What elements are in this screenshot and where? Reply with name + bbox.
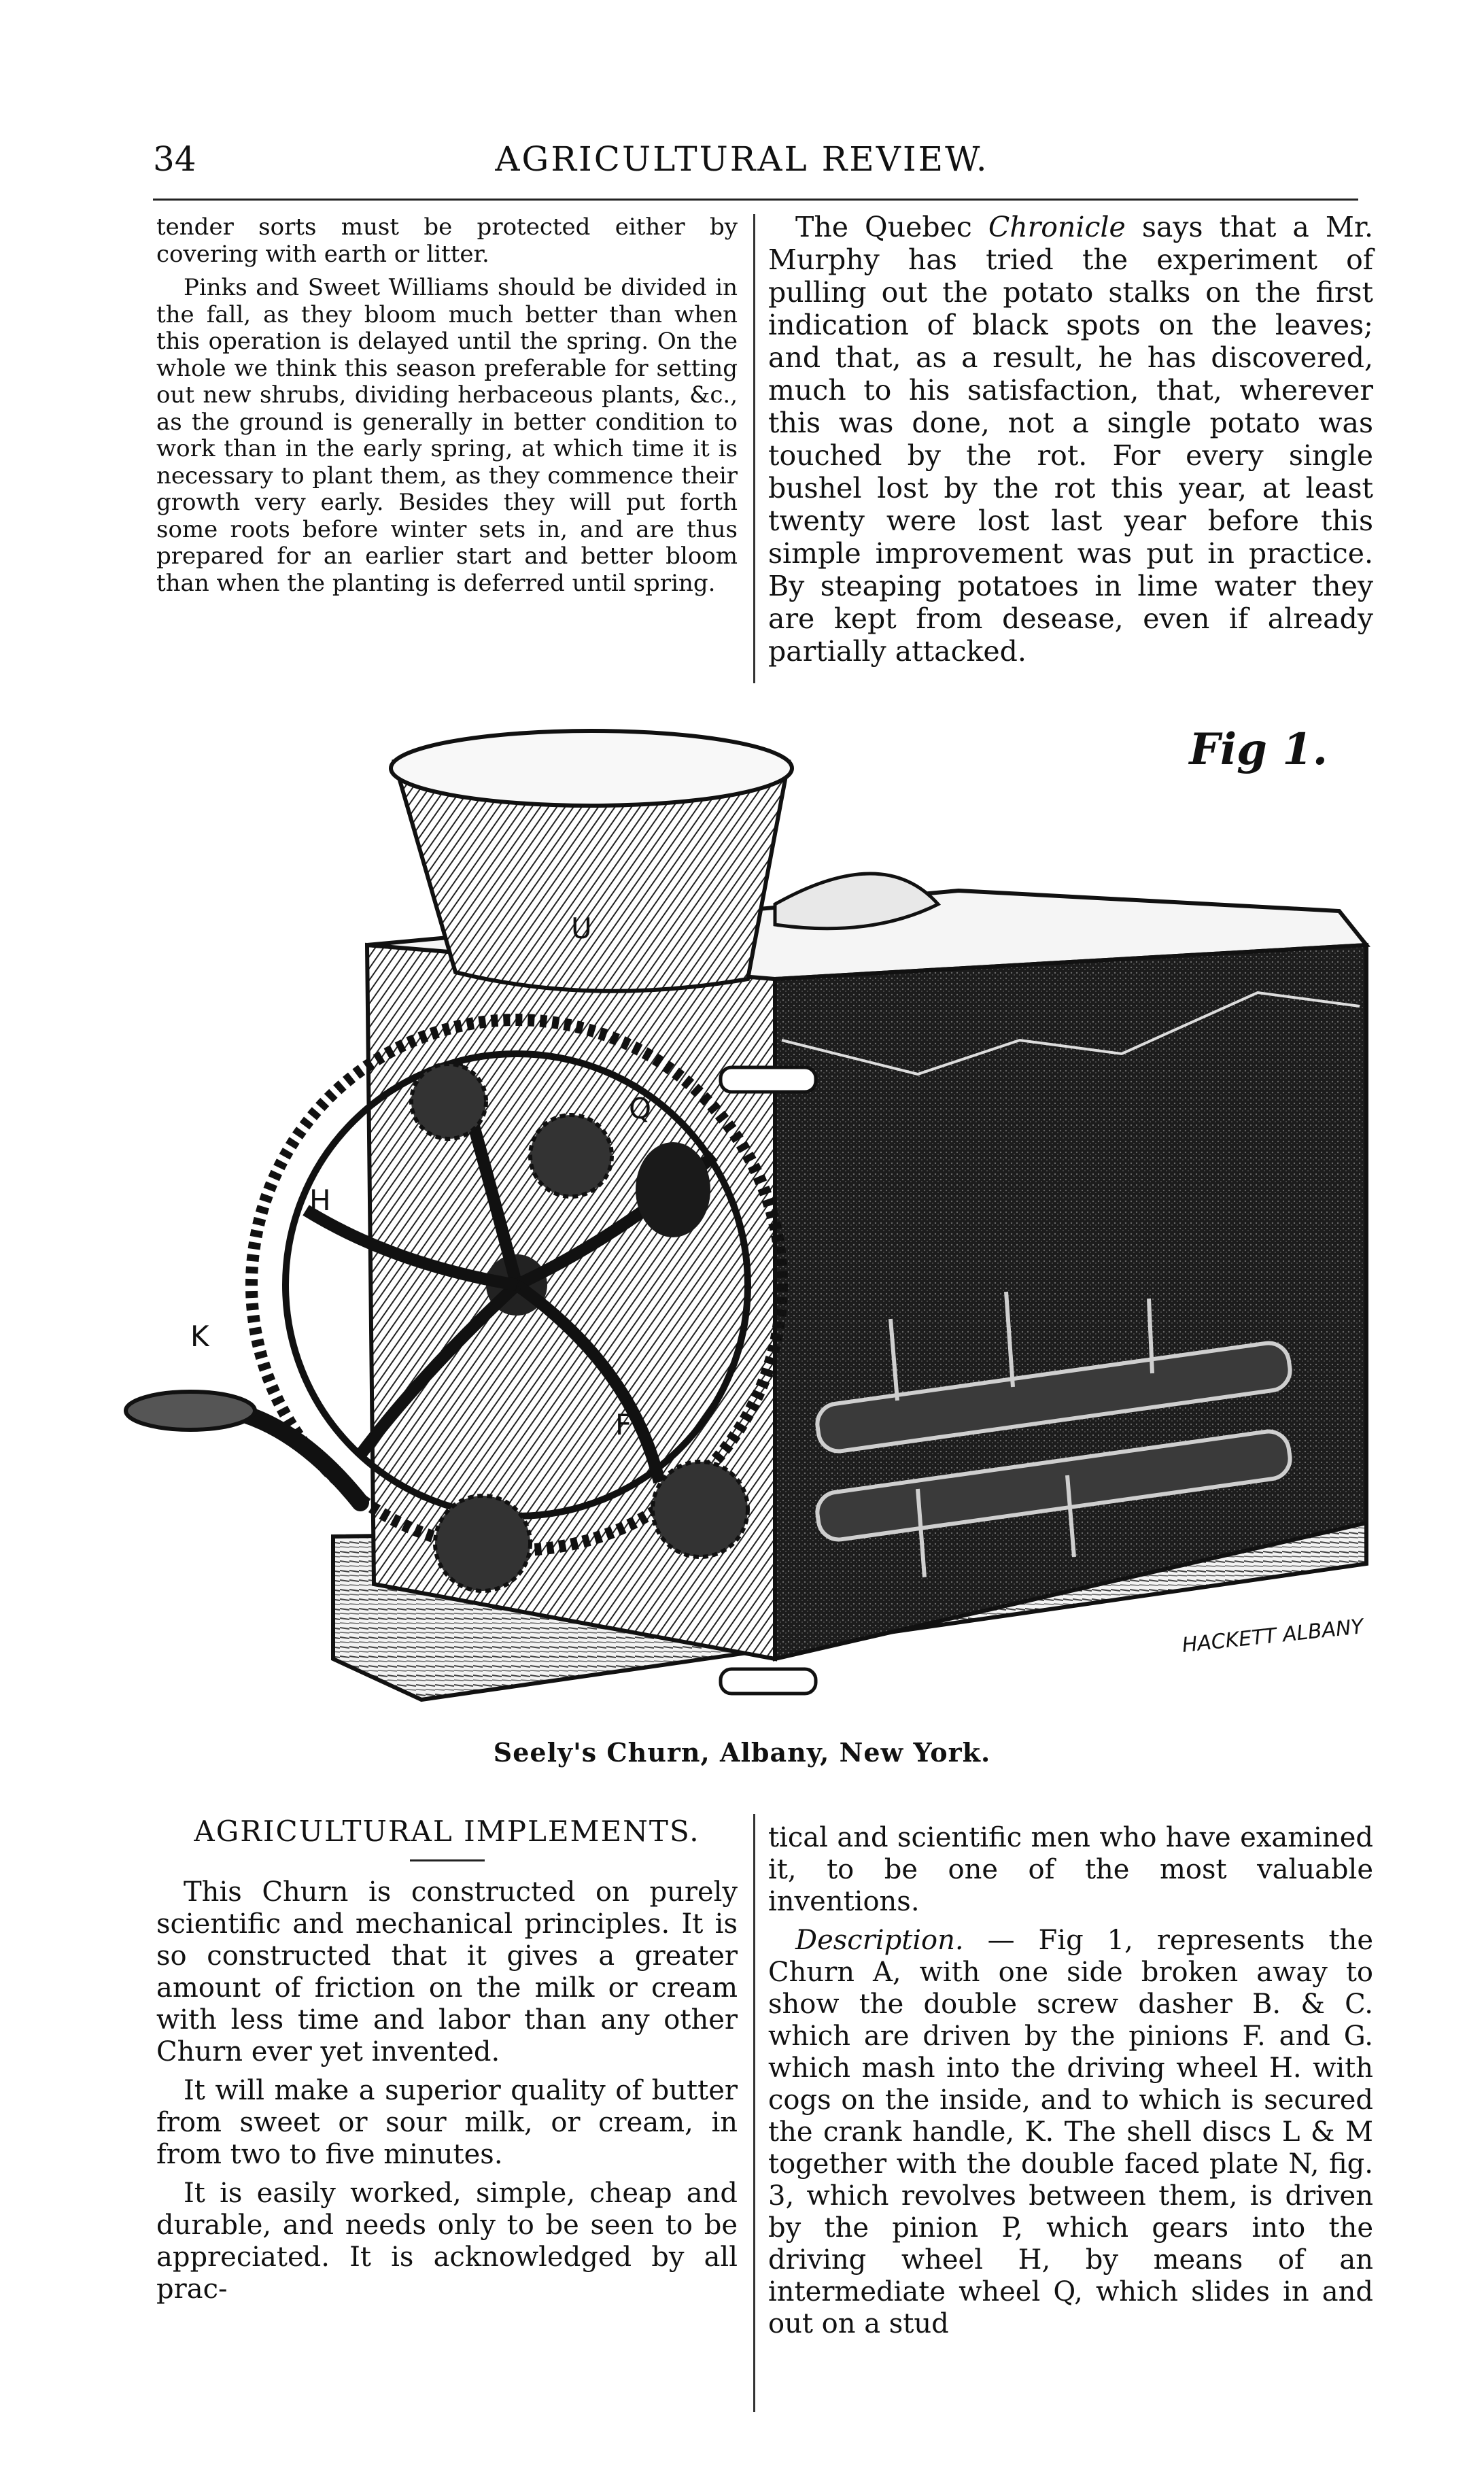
paragraph: tical and scientific men who have examined it, to be one of the most valuable inventions. [768,1822,1373,1917]
column-rule [753,214,755,683]
top-left-column [156,214,738,604]
hinge [721,1669,816,1694]
column-rule [753,1814,755,2412]
engraver-signature: HACKETT ALBANY [1181,1615,1365,1658]
header-rule [153,199,1358,201]
paragraph [768,1925,1373,2340]
pinion-gear [435,1496,530,1591]
top-right-column [768,211,1373,674]
italic-run: Chronicle [988,211,1126,243]
paragraph: This Churn is constructed on purely scientific and mechanical principles. It is so constructed that it gives a greater amount of friction on the milk or cream with less time and labor than any other Churn ever yet invented. [156,1876,738,2067]
pinion-gear [653,1462,748,1557]
hinge [721,1067,816,1092]
pinion-gear [411,1064,486,1139]
figure-letter-k: K [190,1320,209,1353]
paragraph: Pinks and Sweet Williams should be divided in the fall, as they bloom much better than when this operation is delayed until the spring. On the whole we think this season preferable for setting out new shrubs, dividing herbaceous plants, &c., as the ground is generally in better condition to work than in the early spring, at which time it is necessary to plant them, as they commence their growth very early. Besides they will put forth some roots before winter sets in, and are thus prepared for an earlier start and better bloom than when the planting is deferred until spring. [156,274,738,597]
bottom-right-column [768,1822,1373,2347]
figure-letter-h: H [309,1184,331,1217]
text-run: says that a Mr. Murphy has tried the experiment of pulling out the potato stalks on the first indication of black spots on the leaves; and that, as a result, he has discovered, much to his satisfaction, that, wherever this was done, not a single potato was touched by the rot. For every single bushel lost by the rot this year, at least twenty were lost last year before this simple improvement was put in practice. By steaping potatoes in lime water they are kept from desease, even if already partially attacked. [768,211,1373,668]
bottom-left-column [156,1815,738,2312]
paragraph: tender sorts must be protected either by covering with earth or litter. [156,213,738,268]
churn-illustration [102,721,1387,1727]
paragraph: It is easily worked, simple, cheap and durable, and needs only to be seen to be appreciated. It is acknowledged by all prac- [156,2178,738,2305]
paragraph [768,211,1373,668]
wheel-boss [636,1142,710,1237]
figure-letter-q: Q [629,1092,652,1125]
italic-run: Description. [795,1925,964,1956]
heading-dash [410,1859,485,1861]
paragraph: It will make a superior quality of butter from sweet or sour milk, or cream, in from two to five minutes. [156,2075,738,2170]
section-heading: AGRICULTURAL IMPLEMENTS. [194,1815,700,1848]
text-run: — Fig 1, represents the Churn A, with one side broken away to show the double screw dasher B. & C. which are driven by the pinions F. and G. which mash into the driving wheel H. with cogs on the inside, and to which is secured the crank handle, K. The shell discs L & M together with the double faced plate N, fig. 3, which revolves between them, is driven by the pinion P, which gears into the driving wheel H, by means of an intermediate wheel Q, which slides in and out on a stud [768,1925,1373,2339]
figure-caption: Seely's Churn, Albany, New York. [493,1737,991,1768]
figure-letter-u: U [571,912,592,945]
figure-letter-f: F [615,1408,632,1441]
running-head [0,139,1484,187]
pinion-gear [530,1115,612,1197]
journal-title: AGRICULTURAL REVIEW. [495,139,989,179]
text-run: The Quebec [795,211,988,243]
figure-label: Fig 1. [1189,724,1328,775]
page-number: 34 [153,139,196,179]
